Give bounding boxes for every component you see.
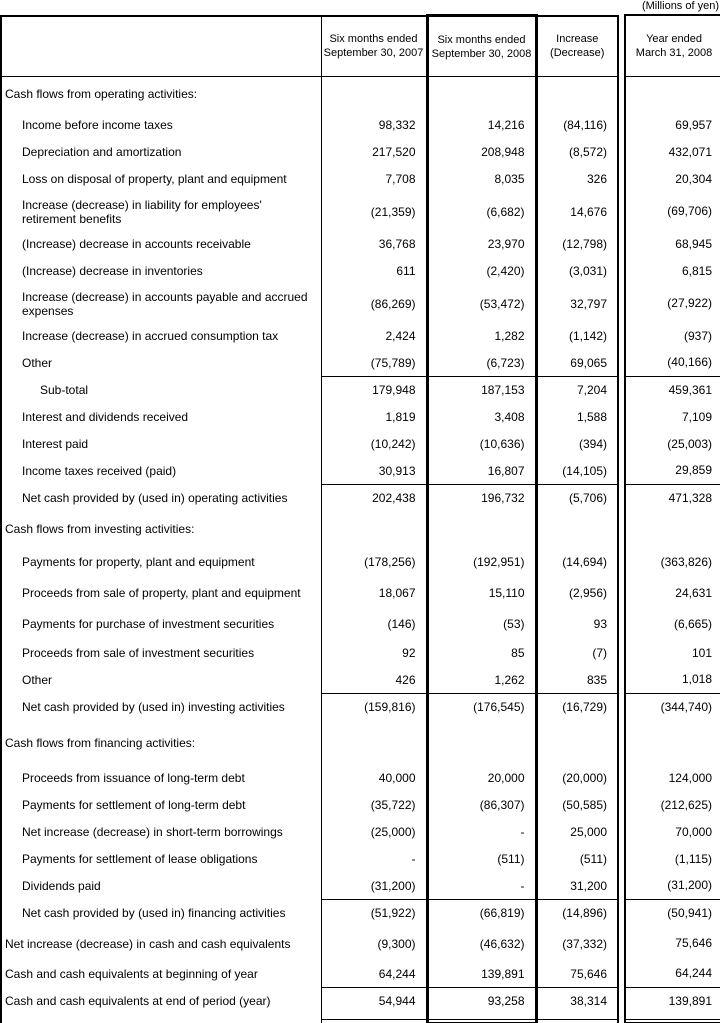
table-row xyxy=(625,76,720,111)
table-row xyxy=(1,323,618,350)
row-label: (Increase) decrease in inventories xyxy=(1,258,321,285)
col-header-line: Increase xyxy=(556,33,599,46)
table-row xyxy=(625,639,720,666)
cell-value: - xyxy=(427,819,536,846)
cell-value: (146) xyxy=(321,609,427,640)
table-row xyxy=(625,192,720,230)
row-label: Cash and cash equivalents at beginning of year xyxy=(1,961,321,988)
cell-value: 139,891 xyxy=(427,961,536,988)
table-row xyxy=(1,694,618,721)
cell-value: 69,957 xyxy=(625,111,720,138)
table-row xyxy=(625,484,720,511)
table-row xyxy=(1,77,618,112)
cell-value: 64,244 xyxy=(321,961,427,988)
cell-value: 75,646 xyxy=(625,926,720,960)
row-label: Proceeds from sale of investment securities xyxy=(1,640,321,667)
table-row xyxy=(625,608,720,639)
cell-value: 217,520 xyxy=(321,139,427,166)
row-label: Interest paid xyxy=(1,431,321,458)
table-row xyxy=(1,927,618,961)
cell-value xyxy=(625,511,720,546)
cell-value: 14,676 xyxy=(536,193,618,231)
table-row xyxy=(625,693,720,720)
col-header-sixmonths-2007 xyxy=(321,16,427,77)
cell-value: (2,956) xyxy=(536,578,618,609)
header-row xyxy=(625,15,720,76)
cell-value: (75,789) xyxy=(321,350,427,377)
cell-value: (14,896) xyxy=(536,900,618,927)
cell-value: (2,420) xyxy=(427,258,536,285)
cell-value: (84,116) xyxy=(536,112,618,139)
cell-value: 14,216 xyxy=(427,112,536,139)
spacer-cell xyxy=(427,1020,536,1023)
cell-value: 1,018 xyxy=(625,666,720,693)
cell-value xyxy=(625,76,720,111)
table-row xyxy=(625,457,720,484)
cell-value: 459,361 xyxy=(625,376,720,403)
cell-value: 29,859 xyxy=(625,457,720,484)
cell-value: 38,314 xyxy=(536,988,618,1015)
table-row xyxy=(625,376,720,403)
cell-value: (40,166) xyxy=(625,349,720,376)
cell-value: (51,922) xyxy=(321,900,427,927)
table-row xyxy=(1,404,618,431)
cell-value: (16,729) xyxy=(536,694,618,721)
cell-value: 69,065 xyxy=(536,350,618,377)
row-label: Other xyxy=(1,350,321,377)
spacer-cell xyxy=(321,1020,427,1023)
cell-value: 101 xyxy=(625,639,720,666)
cell-value: (53,472) xyxy=(427,285,536,323)
table-row xyxy=(625,720,720,764)
table-row xyxy=(1,792,618,819)
cell-value: 30,913 xyxy=(321,458,427,485)
cell-value: 32,797 xyxy=(536,285,618,323)
cell-value: (69,706) xyxy=(625,192,720,230)
table-row xyxy=(1,258,618,285)
table-row xyxy=(625,818,720,845)
table-row xyxy=(1,765,618,792)
cell-value: 24,631 xyxy=(625,577,720,608)
col-header-line: September 30, 2007 xyxy=(323,47,424,60)
cell-value: (35,722) xyxy=(321,792,427,819)
cell-value: 98,332 xyxy=(321,112,427,139)
cell-value: 23,970 xyxy=(427,231,536,258)
table-row xyxy=(1,231,618,258)
table-row xyxy=(1,609,618,640)
table-row xyxy=(625,257,720,284)
cell-value: (363,826) xyxy=(625,546,720,577)
table-row xyxy=(1,667,618,694)
cell-value: 18,067 xyxy=(321,578,427,609)
table-row xyxy=(1,547,618,578)
table-row xyxy=(625,111,720,138)
cell-value: 1,262 xyxy=(427,667,536,694)
table-row xyxy=(625,845,720,872)
table-row xyxy=(1,458,618,485)
cell-value: 15,110 xyxy=(427,578,536,609)
cell-value: (66,819) xyxy=(427,900,536,927)
cell-value: 202,438 xyxy=(321,485,427,512)
cell-value: (511) xyxy=(427,846,536,873)
col-header-items xyxy=(1,16,321,77)
row-label: Increase (decrease) in accounts payable and accrued expenses xyxy=(1,285,321,323)
cell-value: (46,632) xyxy=(427,927,536,961)
table-row xyxy=(625,322,720,349)
cell-value: 54,944 xyxy=(321,988,427,1015)
col-header-line: September 30, 2008 xyxy=(431,47,532,60)
table-row xyxy=(1,721,618,765)
table-row xyxy=(1,166,618,193)
cell-value: 139,891 xyxy=(625,987,720,1014)
col-header-sixmonths-2008 xyxy=(427,16,536,77)
row-label: Cash and cash equivalents at end of period (year) xyxy=(1,988,321,1015)
cell-value: 7,109 xyxy=(625,403,720,430)
cell-value: 835 xyxy=(536,667,618,694)
cell-value xyxy=(321,721,427,765)
table-row xyxy=(1,961,618,988)
cell-value: (344,740) xyxy=(625,693,720,720)
row-label: Cash flows from operating activities: xyxy=(1,77,321,112)
cell-value: (10,242) xyxy=(321,431,427,458)
row-label: Net cash provided by (used in) operating activities xyxy=(1,485,321,512)
col-header-year-ended xyxy=(625,15,720,76)
cell-value: (86,307) xyxy=(427,792,536,819)
double-rule-row xyxy=(1,1020,618,1023)
cell-value: (159,816) xyxy=(321,694,427,721)
row-label: Cash flows from investing activities: xyxy=(1,512,321,547)
cell-value: 68,945 xyxy=(625,230,720,257)
table-row xyxy=(625,138,720,165)
cell-value: 432,071 xyxy=(625,138,720,165)
cell-value xyxy=(321,512,427,547)
table-row xyxy=(1,485,618,512)
cell-value: 25,000 xyxy=(536,819,618,846)
cell-value: (31,200) xyxy=(625,872,720,899)
table-row xyxy=(1,285,618,323)
cell-value: (14,694) xyxy=(536,547,618,578)
cell-value: (178,256) xyxy=(321,547,427,578)
cell-value xyxy=(427,721,536,765)
table-row xyxy=(625,511,720,546)
cell-value: 2,424 xyxy=(321,323,427,350)
table-row xyxy=(625,403,720,430)
cell-value: (25,003) xyxy=(625,430,720,457)
cell-value: (212,625) xyxy=(625,791,720,818)
cell-value: 93 xyxy=(536,609,618,640)
cell-value: (50,585) xyxy=(536,792,618,819)
table-row xyxy=(625,546,720,577)
table-row xyxy=(625,872,720,899)
cell-value: 471,328 xyxy=(625,484,720,511)
double-rule-row xyxy=(625,1019,720,1023)
row-label: Sub-total xyxy=(1,377,321,404)
main-table xyxy=(0,14,619,1023)
cell-value xyxy=(321,77,427,112)
table-row xyxy=(625,349,720,376)
row-label: Income before income taxes xyxy=(1,112,321,139)
row-label: Net increase (decrease) in cash and cash equivalents xyxy=(1,927,321,961)
year-table xyxy=(624,14,720,1023)
cell-value: 92 xyxy=(321,640,427,667)
table-row xyxy=(1,873,618,900)
cell-value: 40,000 xyxy=(321,765,427,792)
cell-value: (6,665) xyxy=(625,608,720,639)
row-label: Net increase (decrease) in short-term borrowings xyxy=(1,819,321,846)
cell-value: 6,815 xyxy=(625,257,720,284)
cell-value: (20,000) xyxy=(536,765,618,792)
col-header-line: Six months ended xyxy=(437,33,526,46)
cell-value: 326 xyxy=(536,166,618,193)
table-row xyxy=(1,640,618,667)
row-label: Payments for settlement of lease obligations xyxy=(1,846,321,873)
table-row xyxy=(1,193,618,231)
spacer-cell xyxy=(536,1020,618,1023)
table-row xyxy=(625,764,720,791)
cell-value: (3,031) xyxy=(536,258,618,285)
cell-value: - xyxy=(427,873,536,900)
cell-value: (937) xyxy=(625,322,720,349)
cell-value: (176,545) xyxy=(427,694,536,721)
units-caption: (Millions of yen) xyxy=(641,0,719,12)
cell-value: (1,115) xyxy=(625,845,720,872)
cell-value: 16,807 xyxy=(427,458,536,485)
cell-value xyxy=(625,720,720,764)
cell-value: (5,706) xyxy=(536,485,618,512)
cell-value xyxy=(536,512,618,547)
cell-value: (53) xyxy=(427,609,536,640)
table-row xyxy=(1,350,618,377)
table-row xyxy=(1,819,618,846)
cell-value: (8,572) xyxy=(536,139,618,166)
row-label: Payments for settlement of long-term debt xyxy=(1,792,321,819)
table-row xyxy=(1,900,618,927)
cell-value: 36,768 xyxy=(321,231,427,258)
cell-value: 93,258 xyxy=(427,988,536,1015)
tables-container xyxy=(0,14,720,1023)
row-label: Increase (decrease) in liability for employees' retirement benefits xyxy=(1,193,321,231)
cell-value: (37,332) xyxy=(536,927,618,961)
row-label: Increase (decrease) in accrued consumption tax xyxy=(1,323,321,350)
row-label: Interest and dividends received xyxy=(1,404,321,431)
table-row xyxy=(1,431,618,458)
col-header-line: March 31, 2008 xyxy=(635,46,713,59)
col-header-line: Six months ended xyxy=(329,33,418,46)
row-label: Net cash provided by (used in) investing activities xyxy=(1,694,321,721)
cell-value: (31,200) xyxy=(321,873,427,900)
cell-value: 75,646 xyxy=(536,961,618,988)
cell-value: 64,244 xyxy=(625,960,720,987)
table-row xyxy=(1,112,618,139)
table-row xyxy=(625,987,720,1014)
table-row xyxy=(1,512,618,547)
row-label: Proceeds from issuance of long-term debt xyxy=(1,765,321,792)
cell-value: 208,948 xyxy=(427,139,536,166)
cell-value xyxy=(427,512,536,547)
table-row xyxy=(1,988,618,1015)
cell-value: (192,951) xyxy=(427,547,536,578)
row-label: Payments for property, plant and equipment xyxy=(1,547,321,578)
row-label: Dividends paid xyxy=(1,873,321,900)
cell-value: (511) xyxy=(536,846,618,873)
cell-value: (7) xyxy=(536,640,618,667)
cell-value: (27,922) xyxy=(625,284,720,322)
cell-value: (25,000) xyxy=(321,819,427,846)
cell-value: 1,282 xyxy=(427,323,536,350)
row-label: Loss on disposal of property, plant and equipment xyxy=(1,166,321,193)
table-row xyxy=(625,230,720,257)
cell-value xyxy=(427,77,536,112)
table-row xyxy=(1,139,618,166)
table-row xyxy=(625,666,720,693)
cell-value: (6,682) xyxy=(427,193,536,231)
table-row xyxy=(625,899,720,926)
cell-value: 124,000 xyxy=(625,764,720,791)
header-row xyxy=(1,16,618,77)
cell-value: 8,035 xyxy=(427,166,536,193)
cell-value: (9,300) xyxy=(321,927,427,961)
table-row xyxy=(625,926,720,960)
table-row xyxy=(625,960,720,987)
cell-value xyxy=(536,77,618,112)
table-row xyxy=(625,165,720,192)
table-row xyxy=(625,430,720,457)
spacer-cell xyxy=(1,1020,321,1023)
table-row xyxy=(625,577,720,608)
cell-value: 187,153 xyxy=(427,377,536,404)
cell-value: (86,269) xyxy=(321,285,427,323)
cell-value xyxy=(536,721,618,765)
cell-value: 1,588 xyxy=(536,404,618,431)
cell-value: 7,708 xyxy=(321,166,427,193)
cell-value: 179,948 xyxy=(321,377,427,404)
spacer-cell xyxy=(625,1019,720,1023)
cell-value: (1,142) xyxy=(536,323,618,350)
cell-value: - xyxy=(321,846,427,873)
row-label: Cash flows from financing activities: xyxy=(1,721,321,765)
table-row xyxy=(625,284,720,322)
row-label: Depreciation and amortization xyxy=(1,139,321,166)
cell-value: 20,304 xyxy=(625,165,720,192)
row-label: Proceeds from sale of property, plant and equipment xyxy=(1,578,321,609)
table-row xyxy=(1,846,618,873)
cell-value: 20,000 xyxy=(427,765,536,792)
cell-value: (394) xyxy=(536,431,618,458)
table-row xyxy=(1,578,618,609)
col-header-line: Year ended xyxy=(646,32,702,45)
row-label: (Increase) decrease in accounts receivable xyxy=(1,231,321,258)
cell-value: (21,359) xyxy=(321,193,427,231)
row-label: Payments for purchase of investment securities xyxy=(1,609,321,640)
cell-value: 31,200 xyxy=(536,873,618,900)
cell-value: 196,732 xyxy=(427,485,536,512)
cell-value: (10,636) xyxy=(427,431,536,458)
cell-value: (6,723) xyxy=(427,350,536,377)
cell-value: 85 xyxy=(427,640,536,667)
cell-value: 1,819 xyxy=(321,404,427,431)
cell-value: (12,798) xyxy=(536,231,618,258)
table-row xyxy=(1,377,618,404)
col-header-line: (Decrease) xyxy=(550,47,605,60)
cell-value: (50,941) xyxy=(625,899,720,926)
col-header-increase-decrease xyxy=(536,16,618,77)
cell-value: (14,105) xyxy=(536,458,618,485)
cell-value: 70,000 xyxy=(625,818,720,845)
cell-value: 611 xyxy=(321,258,427,285)
row-label: Other xyxy=(1,667,321,694)
cell-value: 7,204 xyxy=(536,377,618,404)
cell-value: 3,408 xyxy=(427,404,536,431)
table-row xyxy=(625,791,720,818)
row-label: Income taxes received (paid) xyxy=(1,458,321,485)
row-label: Net cash provided by (used in) financing activities xyxy=(1,900,321,927)
cell-value: 426 xyxy=(321,667,427,694)
